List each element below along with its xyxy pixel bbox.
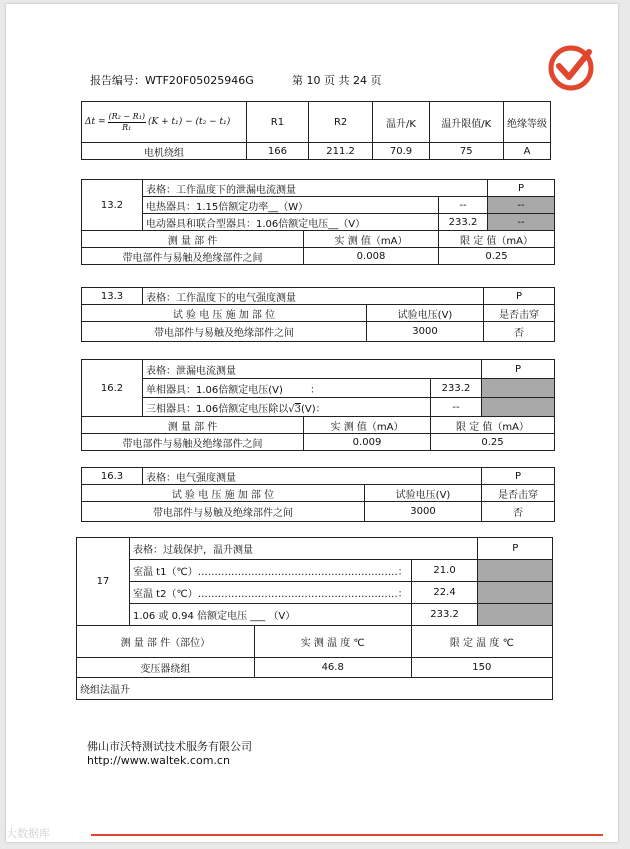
section-id: 17 xyxy=(77,538,130,626)
row2-verdict xyxy=(478,582,553,604)
col-header-breakdown: 是否击穿 xyxy=(484,305,555,322)
row1-label: 电热器具：1.15倍额定功率__（W） xyxy=(143,197,439,214)
sqrt-value: 3 xyxy=(294,403,302,415)
data-limit: 0.25 xyxy=(431,434,555,451)
col-header-part: 测 量 部 件 xyxy=(82,231,304,248)
col-header-limit-temp: 限 定 温 度 ℃ xyxy=(411,626,552,658)
section-title: 表格：工作温度下的泄漏电流测量 xyxy=(143,180,488,197)
col-header-voltage: 试验电压(V) xyxy=(367,305,484,322)
col-header-location: 试 验 电 压 施 加 部 位 xyxy=(82,305,367,322)
sqrt-symbol: √3 xyxy=(288,403,302,415)
data-part: 变压器绕组 xyxy=(77,658,255,678)
row1-verdict: -- xyxy=(488,197,555,214)
row2-verdict xyxy=(482,398,555,417)
row-part: 电机绕组 xyxy=(82,143,247,160)
header-insulation-class: 绝缘等级 xyxy=(504,102,551,143)
row1-verdict xyxy=(482,379,555,398)
row-temp-rise: 70.9 xyxy=(373,143,429,160)
row1-label: 室温 t1（℃）……………………………………………………： xyxy=(130,560,412,582)
row-r1: 166 xyxy=(247,143,309,160)
data-voltage: 3000 xyxy=(365,502,482,522)
report-number-line xyxy=(90,72,254,88)
row2-value: 22.4 xyxy=(411,582,478,604)
col-header-limit: 限 定 值（mA） xyxy=(431,417,555,434)
section-verdict: P xyxy=(478,538,553,560)
section-id: 16.2 xyxy=(82,360,143,417)
formula-cell xyxy=(82,102,247,143)
col-header-part: 测 量 部 件 xyxy=(82,417,304,434)
section-verdict: P xyxy=(484,288,555,305)
col-header-limit: 限 定 值（mA） xyxy=(439,231,555,248)
row3-verdict xyxy=(478,604,553,626)
row1-verdict xyxy=(478,560,553,582)
row2-value: -- xyxy=(431,398,482,417)
company-url[interactable]: http://www.waltek.com.cn xyxy=(87,754,230,767)
row-temp-rise-limit: 75 xyxy=(429,143,503,160)
data-measured: 0.009 xyxy=(304,434,431,451)
document-page xyxy=(6,4,618,842)
col-header-measured: 实 测 值（mA） xyxy=(304,417,431,434)
row2-label: 室温 t2（℃）……………………………………………………： xyxy=(130,582,412,604)
watermark: 大数据库 xyxy=(6,827,50,840)
data-limit-temp: 150 xyxy=(411,658,552,678)
formula-numerator: (R₂ − R₁) xyxy=(108,111,146,121)
data-breakdown: 否 xyxy=(484,322,555,342)
row-r2: 211.2 xyxy=(308,143,373,160)
header-r1: R1 xyxy=(247,102,309,143)
data-measured-temp: 46.8 xyxy=(254,658,411,678)
section-title: 表格：工作温度下的电气强度测量 xyxy=(143,288,484,305)
section-verdict: P xyxy=(482,468,555,485)
row3-label: 1.06 或 0.94 倍额定电压 ___ （V） xyxy=(130,604,412,626)
col-header-measured-temp: 实 测 温 度 ℃ xyxy=(254,626,411,658)
row-insulation-class: A xyxy=(504,143,551,160)
row3-value: 233.2 xyxy=(411,604,478,626)
row2-label: 三相器具：1.06倍额定电压除以 xyxy=(146,403,289,415)
section-17-table xyxy=(76,537,553,700)
col-header-location: 试 验 电 压 施 加 部 位 xyxy=(82,485,365,502)
header-temp-rise: 温升/K xyxy=(373,102,429,143)
company-name: 佛山市沃特测试技术服务有限公司 xyxy=(87,740,252,753)
row2-unit: (V)： xyxy=(301,403,326,415)
section-title: 表格：泄漏电流测量 xyxy=(143,360,482,379)
col-header-measured: 实 测 值（mA） xyxy=(304,231,439,248)
row2-label: 电动器具和联合型器具：1.06倍额定电压__（V） xyxy=(143,214,439,231)
row2-value: 233.2 xyxy=(439,214,488,231)
row1-label-cell xyxy=(143,379,431,398)
temperature-rise-table xyxy=(81,101,551,160)
data-voltage: 3000 xyxy=(367,322,484,342)
data-location: 带电部件与易触及绝缘部件之间 xyxy=(82,322,367,342)
section-13-3-table xyxy=(81,287,555,342)
formula-denominator: R₁ xyxy=(122,122,132,132)
data-breakdown: 否 xyxy=(482,502,555,522)
note: 绕组法温升 xyxy=(77,678,553,700)
data-part: 带电部件与易触及绝缘部件之间 xyxy=(82,248,304,265)
row1-colon: ： xyxy=(310,384,321,396)
row1-value: -- xyxy=(439,197,488,214)
section-title: 表格：电气强度测量 xyxy=(143,468,482,485)
header-temp-rise-limit: 温升限值/K xyxy=(429,102,503,143)
row2-verdict: -- xyxy=(488,214,555,231)
formula-rest: (K + t₁) − (t₂ − t₁) xyxy=(148,117,231,127)
waltek-check-logo-icon xyxy=(547,44,595,92)
page-info: 第 10 页 共 24 页 xyxy=(292,74,382,87)
data-location: 带电部件与易触及绝缘部件之间 xyxy=(82,502,365,522)
row1-value: 233.2 xyxy=(431,379,482,398)
report-number: WTF20F05025946G xyxy=(145,74,254,87)
section-16-2-table xyxy=(81,359,555,451)
header-r2: R2 xyxy=(308,102,373,143)
section-16-3-table xyxy=(81,467,555,522)
section-verdict: P xyxy=(488,180,555,197)
footer-rule xyxy=(91,834,603,836)
formula-lhs: Δt = xyxy=(85,117,106,127)
section-title: 表格：过载保护，温升测量 xyxy=(130,538,478,560)
section-id: 13.3 xyxy=(82,288,143,305)
section-id: 16.3 xyxy=(82,468,143,485)
data-limit: 0.25 xyxy=(439,248,555,265)
row1-value: 21.0 xyxy=(411,560,478,582)
data-measured: 0.008 xyxy=(304,248,439,265)
section-verdict: P xyxy=(482,360,555,379)
col-header-voltage: 试验电压(V) xyxy=(365,485,482,502)
col-header-part: 测 量 部 件（部位） xyxy=(77,626,255,658)
section-13-2-table xyxy=(81,179,555,265)
data-part: 带电部件与易触及绝缘部件之间 xyxy=(82,434,304,451)
row2-label-cell xyxy=(143,398,431,417)
report-number-label: 报告编号： xyxy=(90,74,145,87)
row1-label: 单相器具：1.06倍额定电压(V) xyxy=(146,384,283,396)
col-header-breakdown: 是否击穿 xyxy=(482,485,555,502)
section-id: 13.2 xyxy=(82,180,143,231)
